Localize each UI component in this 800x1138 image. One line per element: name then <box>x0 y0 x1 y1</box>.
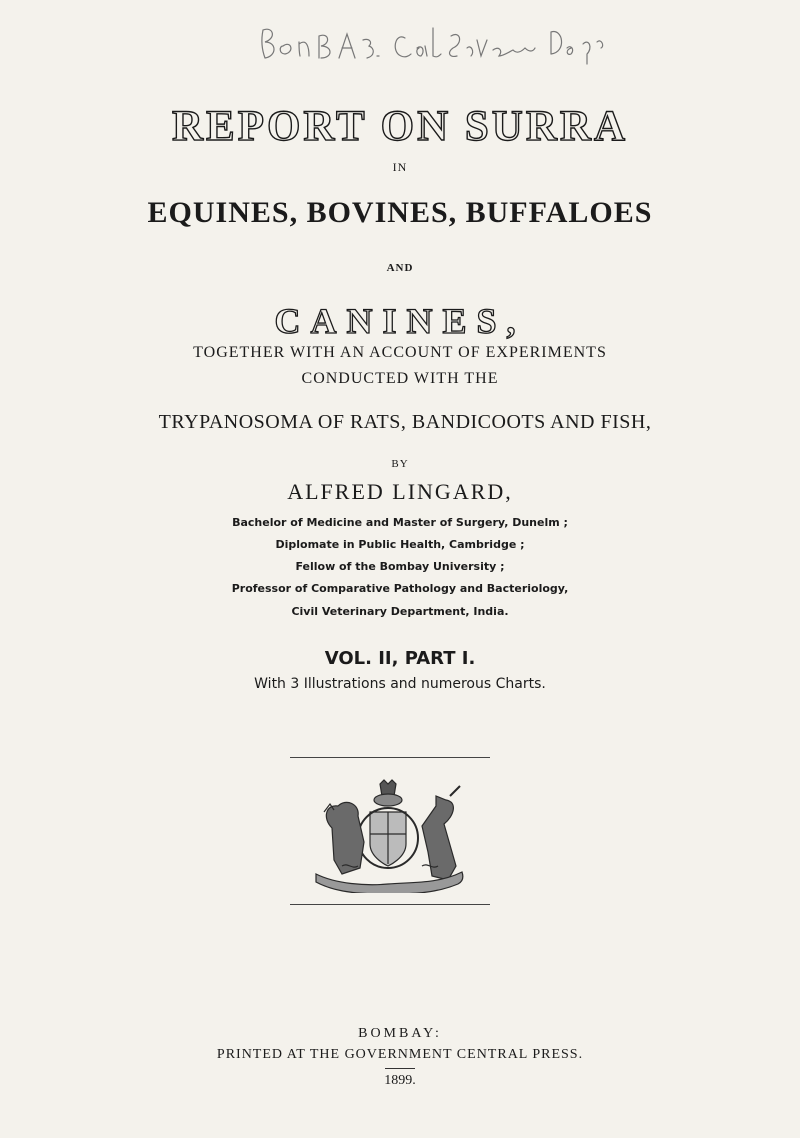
subtitle-line-1: TOGETHER WITH AN ACCOUNT OF EXPERIMENTS <box>193 344 607 361</box>
handwritten-note <box>255 18 615 68</box>
report-title: REPORT ON SURRA <box>171 103 629 150</box>
year-rule <box>385 1068 415 1069</box>
crest-bottom-rule <box>290 904 490 905</box>
publication-year: 1899. <box>384 1073 416 1088</box>
qualification-line: Diplomate in Public Health, Cambridge ; <box>275 538 525 551</box>
by-text: BY <box>391 458 409 470</box>
royal-coat-of-arms-icon <box>302 778 482 893</box>
city-label: BOMBAY: <box>358 1026 442 1041</box>
and-text: AND <box>386 262 414 274</box>
subject-line: EQUINES, BOVINES, BUFFALOES <box>147 196 653 229</box>
qualification-line: Bachelor of Medicine and Master of Surgery, Dunelm ; <box>232 516 568 529</box>
author-name: ALFRED LINGARD, <box>287 479 513 504</box>
qualification-line: Civil Veterinary Department, India. <box>291 605 509 618</box>
subtitle-line-2: CONDUCTED WITH THE <box>301 370 499 387</box>
trypanosoma-line: TRYPANOSOMA OF RATS, BANDICOOTS AND FISH, <box>158 411 652 433</box>
qualification-line: Professor of Comparative Pathology and Bacteriology, <box>231 582 569 595</box>
printer-line: PRINTED AT THE GOVERNMENT CENTRAL PRESS. <box>216 1047 584 1062</box>
crest-top-rule <box>290 757 490 758</box>
canines-heading: CANINES, <box>274 301 526 341</box>
volume-label: VOL. II, PART I. <box>324 648 476 669</box>
in-text: IN <box>392 160 408 174</box>
illustrations-note: With 3 Illustrations and numerous Charts. <box>254 676 546 692</box>
qualification-line: Fellow of the Bombay University ; <box>295 560 505 573</box>
